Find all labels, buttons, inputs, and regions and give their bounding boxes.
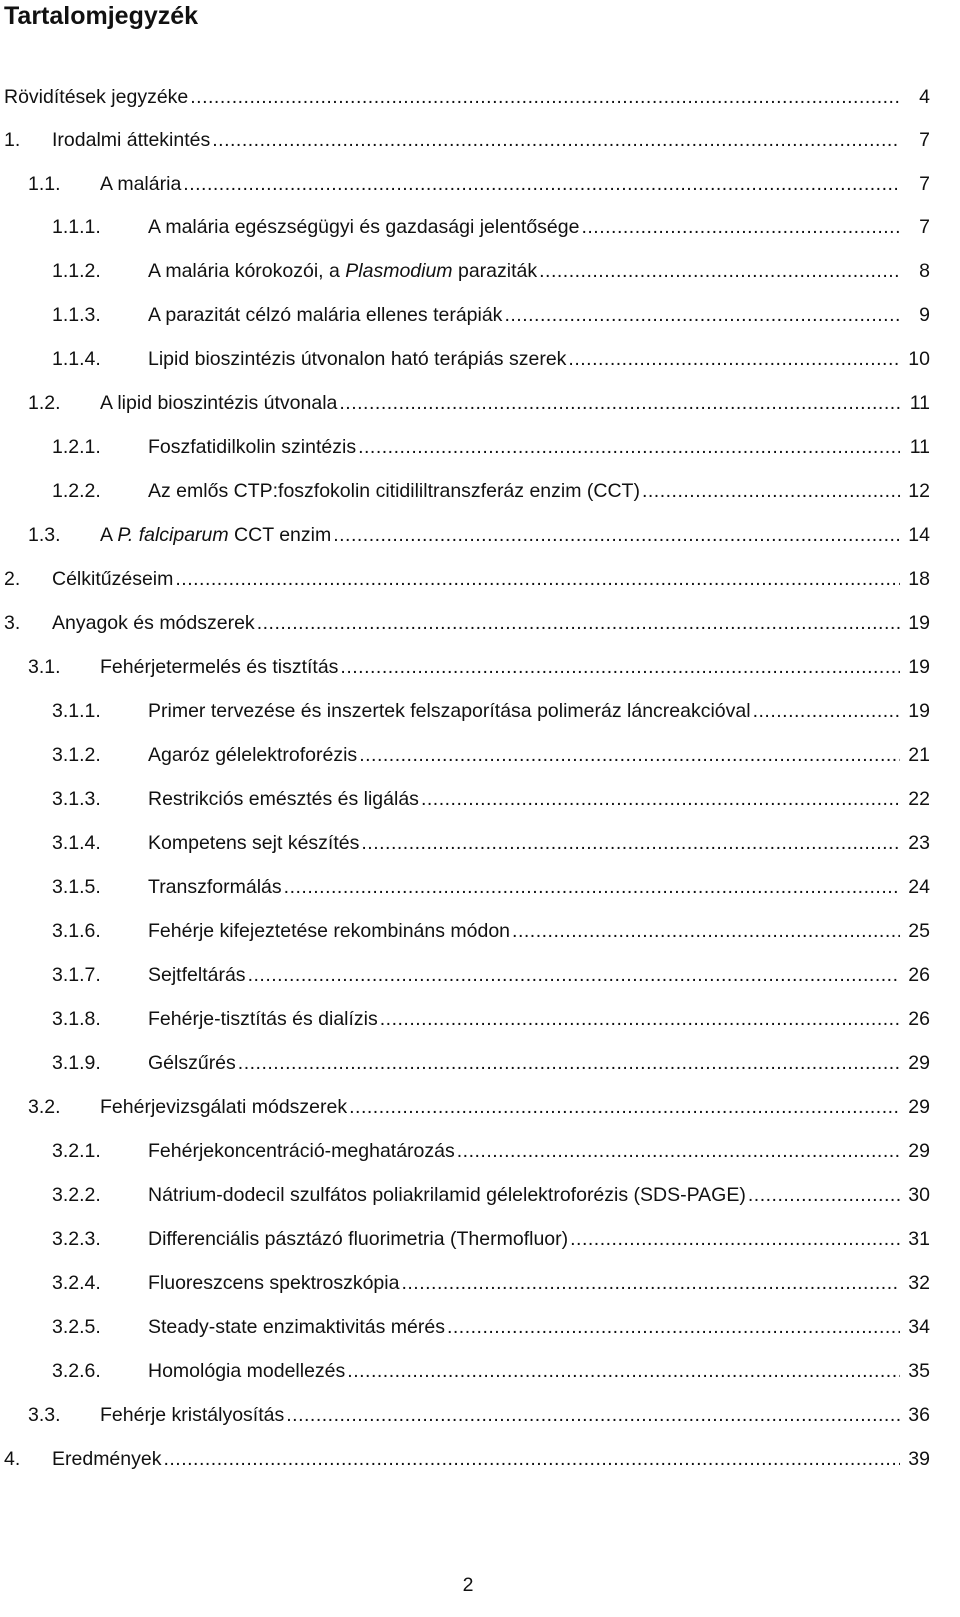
toc-entry-page: 7: [919, 173, 930, 195]
toc-entry[interactable]: [0, 828, 960, 858]
toc-entry-number: 3.: [4, 612, 21, 634]
toc-entry-label-part: A malária kórokozói, a: [148, 260, 346, 282]
toc-entry[interactable]: [0, 432, 960, 462]
toc-entry-label: Fluoreszcens spektroszkópia: [148, 1272, 400, 1294]
toc-leader-dots: [339, 388, 900, 418]
toc-entry-page: 22: [908, 788, 930, 810]
toc-entry-number: 1.3.: [28, 524, 61, 546]
toc-entry-page: 9: [919, 304, 930, 326]
toc-entry-number: 3.2.2.: [52, 1184, 101, 1206]
toc-entry[interactable]: [0, 652, 960, 682]
toc-entry-label: Differenciális pásztázó fluorimetria (Thermofluor): [148, 1228, 569, 1250]
toc-entry-number: 3.1.6.: [52, 920, 101, 942]
toc-leader-dots: [190, 82, 900, 112]
toc-entry-label: Fehérje kifejeztetése rekombináns módon: [148, 920, 511, 942]
toc-entry[interactable]: [0, 1356, 960, 1386]
toc-entry[interactable]: [0, 872, 960, 902]
toc-entry-label: Foszfatidilkolin szintézis: [148, 436, 357, 458]
toc-leader-dots: [212, 125, 900, 155]
toc-entry-label: Az emlős CTP:foszfokolin citidililtranszferáz enzim (CCT): [148, 480, 640, 502]
toc-leader-dots: [286, 1400, 900, 1430]
toc-entry-page: 32: [908, 1272, 930, 1294]
toc-entry[interactable]: [0, 1312, 960, 1342]
toc-entry-number: 3.3.: [28, 1404, 61, 1426]
toc-leader-dots: [504, 300, 900, 330]
toc-entry-number: 3.2.6.: [52, 1360, 101, 1382]
toc-entry-label: A parazitát célzó malária ellenes terápiák: [148, 304, 503, 326]
toc-leader-dots: [163, 1444, 900, 1474]
toc-entry-number: 3.1.2.: [52, 744, 101, 766]
toc-entry[interactable]: [0, 169, 960, 199]
toc-leader-dots: [539, 256, 900, 286]
toc-entry-number: 1.1.1.: [52, 216, 101, 238]
toc-entry-page: 4: [919, 86, 930, 108]
toc-entry-number: 3.1.7.: [52, 964, 101, 986]
toc-entry-label: Irodalmi áttekintés: [52, 129, 211, 151]
toc-entry-label: Steady-state enzimaktivitás mérés: [148, 1316, 445, 1338]
toc-entry-label: Fehérje-tisztítás és dialízis: [148, 1008, 378, 1030]
toc-entry-page: 29: [908, 1140, 930, 1162]
toc-entry-page: 35: [908, 1360, 930, 1382]
toc-entry-label: Homológia modellezés: [148, 1360, 346, 1382]
toc-entry[interactable]: [0, 696, 960, 726]
toc-entry[interactable]: [0, 1268, 960, 1298]
toc-entry-number: 1.2.2.: [52, 480, 101, 502]
toc-entry-page: 10: [908, 348, 930, 370]
toc-entry-label: A malária: [100, 173, 182, 195]
toc-entry-page: 30: [908, 1184, 930, 1206]
toc-entry-label: Célkitűzéseim: [52, 568, 174, 590]
toc-entry-number: 3.1.5.: [52, 876, 101, 898]
toc-entry[interactable]: [0, 564, 960, 594]
toc-leader-dots: [238, 1048, 900, 1078]
toc-entry-page: 36: [908, 1404, 930, 1426]
toc-entry[interactable]: [0, 1048, 960, 1078]
toc-leader-dots: [358, 432, 900, 462]
toc-entry[interactable]: [0, 1136, 960, 1166]
toc-entry-page: 19: [908, 612, 930, 634]
toc-entry[interactable]: [0, 344, 960, 374]
toc-entry-page: 11: [909, 436, 930, 458]
toc-entry-number: 1.1.4.: [52, 348, 101, 370]
toc-entry[interactable]: [0, 960, 960, 990]
toc-entry-number: 3.1.4.: [52, 832, 101, 854]
toc-entry-page: 19: [908, 700, 930, 722]
toc-entry-number: 3.1.: [28, 656, 61, 678]
toc-entry-label: Anyagok és módszerek: [52, 612, 255, 634]
toc-entry-label: A lipid bioszintézis útvonala: [100, 392, 338, 414]
toc-entry-page: 34: [908, 1316, 930, 1338]
toc-leader-dots: [248, 960, 900, 990]
toc-entry-page: 31: [908, 1228, 930, 1250]
toc-leader-dots: [359, 740, 900, 770]
toc-entry-number: 1.1.: [28, 173, 61, 195]
toc-entry[interactable]: [0, 608, 960, 638]
toc-entry-page: 14: [908, 524, 930, 546]
toc-leader-dots: [570, 1224, 900, 1254]
toc-entry-page: 25: [908, 920, 930, 942]
toc-entry-number: 1.2.1.: [52, 436, 101, 458]
toc-entry-page: 24: [908, 876, 930, 898]
toc-entry[interactable]: [0, 740, 960, 770]
toc-leader-dots: [642, 476, 900, 506]
toc-entry-label-part: CCT enzim: [228, 524, 332, 546]
page-number: 2: [462, 1574, 474, 1596]
toc-entry-label-part: paraziták: [452, 260, 538, 282]
toc-leader-dots: [347, 1356, 900, 1386]
toc-entry-page: 26: [908, 1008, 930, 1030]
toc-entry-number: 3.2.1.: [52, 1140, 101, 1162]
toc-leader-dots: [175, 564, 900, 594]
toc-entry-page: 12: [908, 480, 930, 502]
toc-entry[interactable]: [0, 784, 960, 814]
toc-leader-dots: [333, 520, 900, 550]
toc-leader-dots: [340, 652, 900, 682]
toc-leader-dots: [257, 608, 900, 638]
toc-entry-page: 18: [908, 568, 930, 590]
toc-entry[interactable]: [0, 1004, 960, 1034]
toc-entry-page: 8: [919, 260, 930, 282]
toc-entry-page: 19: [908, 656, 930, 678]
toc-entry[interactable]: [0, 1400, 960, 1430]
toc-entry-label: Agaróz gélelektroforézis: [148, 744, 358, 766]
toc-leader-dots: [748, 1180, 900, 1210]
toc-entry-label: Sejtfeltárás: [148, 964, 246, 986]
toc-entry-page: 21: [908, 744, 930, 766]
toc-entry-label: Fehérjevizsgálati módszerek: [100, 1096, 348, 1118]
toc-entry-label: [148, 256, 539, 286]
toc-entry-number: 3.2.5.: [52, 1316, 101, 1338]
toc-entry[interactable]: [0, 520, 960, 550]
toc-entry[interactable]: [0, 256, 960, 286]
toc-title: Tartalomjegyzék: [4, 2, 199, 30]
toc-leader-dots: [753, 696, 900, 726]
toc-entry[interactable]: [0, 1092, 960, 1122]
toc-entry-page: 11: [909, 392, 930, 414]
toc-leader-dots: [380, 1004, 900, 1034]
toc-entry-number: 1.1.2.: [52, 260, 101, 282]
toc-entry-label: Restrikciós emésztés és ligálás: [148, 788, 419, 810]
toc-entry-number: 3.2.3.: [52, 1228, 101, 1250]
toc-entry-label-italic: Plasmodium: [345, 260, 453, 282]
toc-entry-page: 23: [908, 832, 930, 854]
toc-entry-number: 1.: [4, 129, 21, 151]
toc-leader-dots: [568, 344, 900, 374]
toc-entry-label: Rövidítések jegyzéke: [4, 86, 189, 108]
toc-entry-number: 1.2.: [28, 392, 61, 414]
toc-entry-number: 3.2.4.: [52, 1272, 101, 1294]
toc-leader-dots: [421, 784, 900, 814]
toc-entry[interactable]: [0, 1180, 960, 1210]
toc-entry[interactable]: [0, 1444, 960, 1474]
toc-entry-label: Kompetens sejt készítés: [148, 832, 360, 854]
toc-entry-page: 26: [908, 964, 930, 986]
toc-leader-dots: [457, 1136, 900, 1166]
toc-entry[interactable]: [0, 82, 960, 112]
toc-entry-label: Primer tervezése és inszertek felszaporítása polimeráz láncreakcióval: [148, 700, 751, 722]
toc-leader-dots: [447, 1312, 900, 1342]
toc-entry[interactable]: [0, 125, 960, 155]
toc-leader-dots: [401, 1268, 900, 1298]
toc-entry[interactable]: [0, 1224, 960, 1254]
toc-entry-label: Lipid bioszintézis útvonalon ható terápiás szerek: [148, 348, 567, 370]
toc-entry-number: 3.2.: [28, 1096, 61, 1118]
toc-leader-dots: [581, 212, 900, 242]
toc-leader-dots: [284, 872, 900, 902]
toc-entry[interactable]: [0, 388, 960, 418]
toc-entry-number: 4.: [4, 1448, 21, 1470]
toc-entry-label: [100, 520, 333, 550]
toc-entry-label: A malária egészségügyi és gazdasági jelentősége: [148, 216, 580, 238]
toc-leader-dots: [361, 828, 900, 858]
toc-entry[interactable]: [0, 300, 960, 330]
toc-entry-number: 3.1.1.: [52, 700, 101, 722]
toc-entry-label: Gélszűrés: [148, 1052, 236, 1074]
toc-entry-page: 29: [908, 1052, 930, 1074]
toc-entry-page: 39: [908, 1448, 930, 1470]
toc-entry[interactable]: [0, 212, 960, 242]
toc-entry-page: 7: [919, 129, 930, 151]
toc-entry-page: 7: [919, 216, 930, 238]
toc-leader-dots: [183, 169, 900, 199]
toc-entry-page: 29: [908, 1096, 930, 1118]
toc-entry-label: Fehérjetermelés és tisztítás: [100, 656, 339, 678]
toc-leader-dots: [512, 916, 900, 946]
toc-entry-number: 3.1.9.: [52, 1052, 101, 1074]
toc-entry[interactable]: [0, 916, 960, 946]
toc-entry-number: 2.: [4, 568, 21, 590]
toc-entry-label-part: A: [100, 524, 118, 546]
toc-entry-label: Transzformálás: [148, 876, 282, 898]
toc-entry-label-italic: P. falciparum: [117, 524, 229, 546]
toc-entry-label: Nátrium-dodecil szulfátos poliakrilamid gélelektroforézis (SDS-PAGE): [148, 1184, 746, 1206]
toc-entry-label: Fehérjekoncentráció-meghatározás: [148, 1140, 455, 1162]
toc-entry[interactable]: [0, 476, 960, 506]
toc-entry-number: 1.1.3.: [52, 304, 101, 326]
toc-entry-number: 3.1.8.: [52, 1008, 101, 1030]
toc-entry-number: 3.1.3.: [52, 788, 101, 810]
toc-entry-label: Fehérje kristályosítás: [100, 1404, 285, 1426]
toc-entry-label: Eredmények: [52, 1448, 162, 1470]
toc-leader-dots: [349, 1092, 900, 1122]
